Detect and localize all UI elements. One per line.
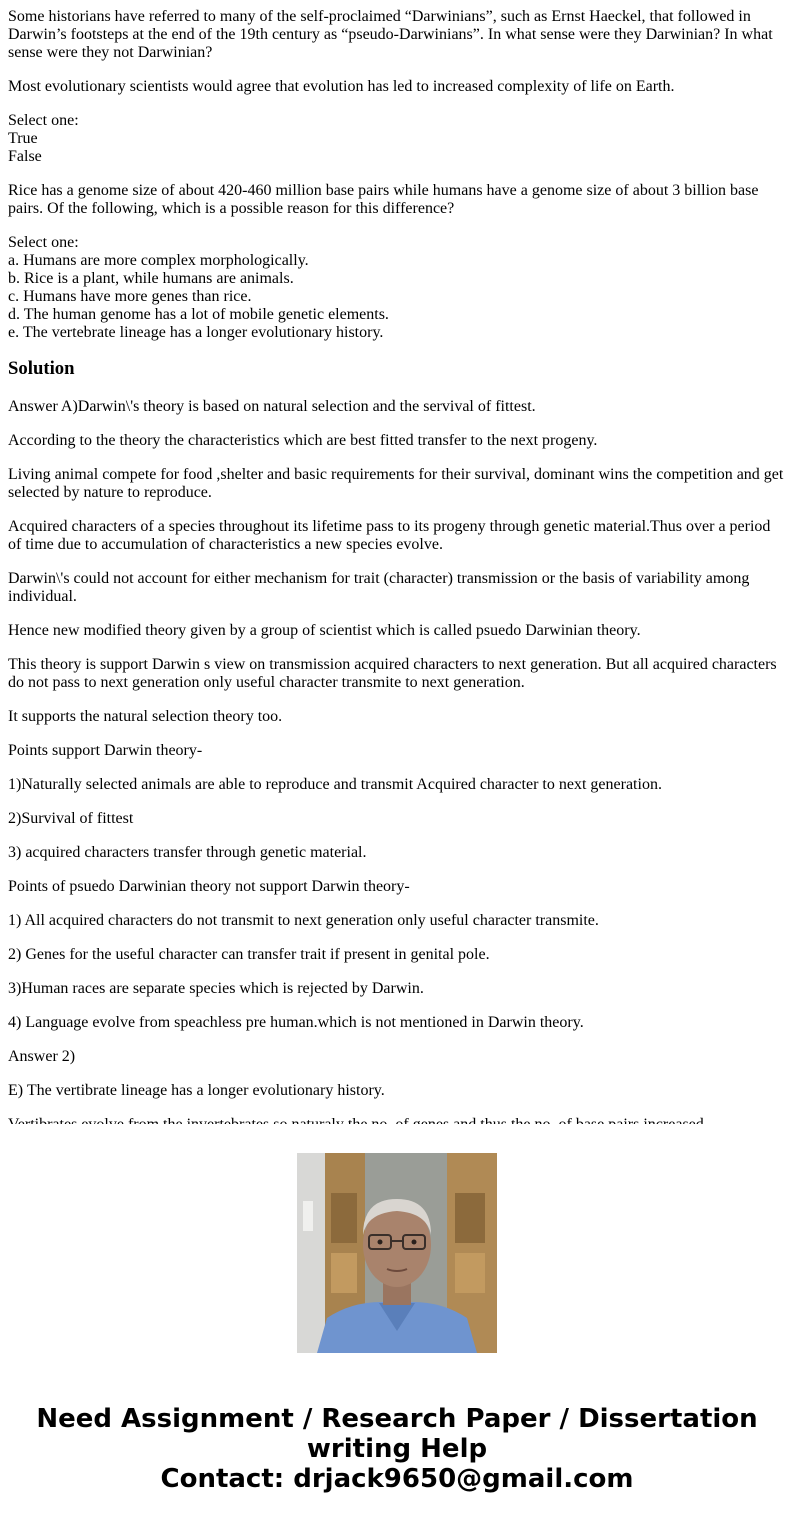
question-2-options (8, 112, 786, 166)
solution-paragraph: Living animal compete for food ,shelter and basic requirements for their survival, dominant wins the competition and get selected by nature to reproduce. (8, 466, 784, 501)
select-one-label: Select one: (8, 234, 79, 251)
solution-paragraph: Answer 2) (8, 1048, 76, 1065)
solution-paragraph: Darwin\'s could not account for either mechanism for trait (character) transmission or the basis of variability among individual. (8, 570, 750, 605)
solution-paragraph: 3)Human races are separate species which is rejected by Darwin. (8, 980, 424, 997)
option-a: a. Humans are more complex morphologically. (8, 252, 309, 269)
solution-paragraph: It supports the natural selection theory too. (8, 708, 283, 725)
option-d: d. The human genome has a lot of mobile genetic elements. (8, 306, 389, 323)
promo-line-contact: Contact: drjack9650@gmail.com (160, 1464, 634, 1494)
option-c: c. Humans have more genes than rice. (8, 288, 252, 305)
solution-paragraph: Answer A)Darwin\'s theory is based on natural selection and the servival of fittest. (8, 398, 536, 415)
option-b: b. Rice is a plant, while humans are animals. (8, 270, 294, 287)
solution-paragraph: Acquired characters of a species throughout its lifetime pass to its progeny through genetic material.Thus over a period of time due to accumulation of characteristics a new species evolve. (8, 518, 771, 553)
solution-paragraph: Points of psuedo Darwinian theory not support Darwin theory- (8, 878, 410, 895)
document-content (8, 0, 786, 1124)
select-one-label: Select one: (8, 112, 79, 129)
question-1: Some historians have referred to many of the self-proclaimed “Darwinians”, such as Ernst Haeckel, that followed in Darwin’s footsteps at the end of the 19th century as “pseudo-Darwinians”. In what sense were they Darwinian? In what sense were they not Darwinian? (8, 8, 773, 61)
question-3: Rice has a genome size of about 420-460 million base pairs while humans have a genome size of about 3 billion base pairs. Of the following, which is a possible reason for this difference? (8, 182, 759, 217)
portrait-photo-icon (297, 1153, 497, 1353)
solution-heading: Solution (8, 358, 75, 379)
solution-paragraph: 2)Survival of fittest (8, 810, 134, 827)
solution-paragraph: 1)Naturally selected animals are able to reproduce and transmit Acquired character to next generation. (8, 776, 662, 793)
solution-paragraph: Points support Darwin theory- (8, 742, 203, 759)
solution-paragraph: Hence new modified theory given by a group of scientist which is called psuedo Darwinian theory. (8, 622, 641, 639)
solution-paragraph: 4) Language evolve from speachless pre human.which is not mentioned in Darwin theory. (8, 1014, 584, 1031)
promo-text (0, 1404, 794, 1494)
solution-paragraph: This theory is support Darwin s view on transmission acquired characters to next generation. But all acquired characters do not pass to next generation only useful character transmite to next generation. (8, 656, 777, 691)
question-3-options (8, 234, 786, 342)
promo-line-help: Need Assignment / Research Paper / Dissertation writing Help (36, 1404, 758, 1464)
solution-paragraph: 1) All acquired characters do not transmit to next generation only useful character transmite. (8, 912, 599, 929)
promo-banner (0, 1124, 794, 1523)
solution-paragraph: According to the theory the characteristics which are best fitted transfer to the next progeny. (8, 432, 598, 449)
solution-paragraph: 2) Genes for the useful character can transfer trait if present in genital pole. (8, 946, 490, 963)
solution-paragraph: 3) acquired characters transfer through genetic material. (8, 844, 367, 861)
avatar (297, 1153, 497, 1353)
solution-paragraph: E) The vertibrate lineage has a longer evolutionary history. (8, 1082, 385, 1099)
question-2: Most evolutionary scientists would agree that evolution has led to increased complexity of life on Earth. (8, 78, 675, 95)
option-true: True (8, 130, 38, 147)
option-e: e. The vertebrate lineage has a longer evolutionary history. (8, 324, 384, 341)
option-false: False (8, 148, 42, 165)
